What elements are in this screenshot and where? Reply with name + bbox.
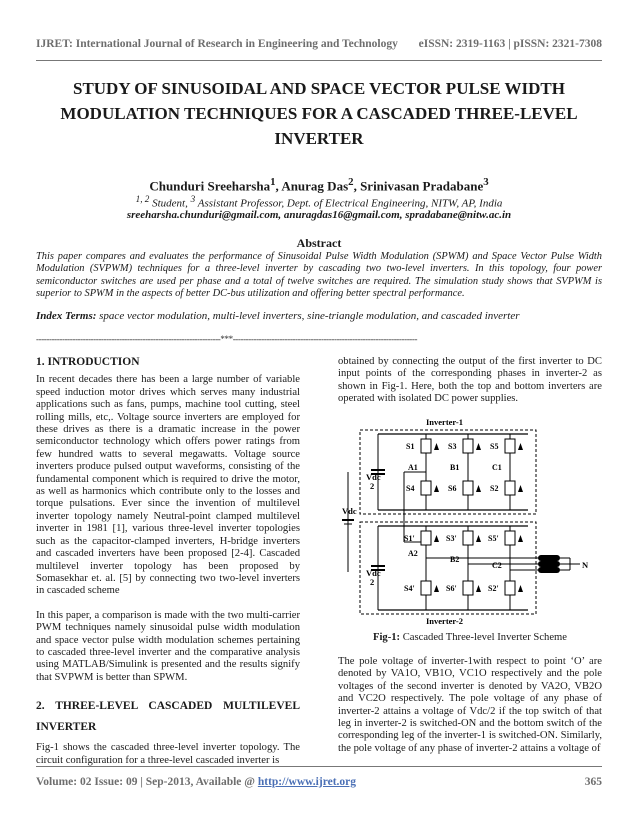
running-header — [36, 38, 602, 50]
igbt-switches — [421, 439, 523, 595]
node-label: B2 — [450, 555, 460, 564]
vdc-half-top-num: Vdc — [366, 472, 381, 482]
switch — [421, 531, 431, 545]
switch — [505, 481, 515, 495]
inverter-1-label: Inverter-1 — [426, 417, 463, 427]
journal-link[interactable]: http://www.ijret.org — [257, 776, 357, 788]
switch — [505, 531, 515, 545]
diode — [518, 585, 523, 592]
section-2-heading: 2. THREE-LEVEL CASCADED MULTILEVEL INVERTER — [36, 700, 300, 734]
switch — [421, 481, 431, 495]
left-column — [36, 356, 300, 767]
title-line-3: INVERTER — [274, 129, 364, 148]
footer-rule — [36, 766, 602, 767]
switch-label: S1 — [406, 442, 415, 451]
diode — [476, 443, 481, 450]
diode — [434, 535, 439, 542]
footer-info: Volume: 02 Issue: 09 | Sep-2013, Available @ http://www.ijret.org — [36, 776, 357, 788]
section-2-paragraph: Fig-1 shows the cascaded three-level inverter topology. The circuit configuration for a three-level cascaded inverter is — [36, 742, 300, 766]
load-inductors — [538, 555, 560, 573]
inverter-2-label: Inverter-2 — [426, 616, 463, 626]
node-label: C1 — [492, 463, 502, 472]
caption-label: Fig-1: — [373, 632, 401, 643]
affiliation: $^{1, 2}$ Student, $^3$ Assistant Professor, Dept. of Electrical Engineering, NITW, AP, India — [135, 194, 503, 210]
index-terms-text: space vector modulation, multi-level inverters, sine-triangle modulation, and cascaded inverter — [96, 310, 520, 322]
switch-label: S6 — [448, 484, 457, 493]
author-3: Srinivasan Pradabane — [360, 178, 484, 194]
title-line-2: MODULATION TECHNIQUES FOR A CASCADED THREE-LEVEL — [60, 104, 578, 123]
diode — [476, 585, 481, 592]
diode — [518, 443, 523, 450]
switch — [505, 581, 515, 595]
switch-label: S3' — [446, 534, 457, 543]
index-terms — [36, 310, 602, 322]
diode — [518, 485, 523, 492]
switch-label: S1' — [404, 534, 415, 543]
vdc-half-bottom-num: Vdc — [366, 568, 381, 578]
switch-label: S2' — [488, 584, 499, 593]
node-label: B1 — [450, 463, 460, 472]
neutral-label: N — [582, 560, 589, 570]
switch-label: S6' — [446, 584, 457, 593]
diode — [476, 485, 481, 492]
switch — [463, 531, 473, 545]
diode — [434, 585, 439, 592]
journal-name: IJRET: International Journal of Research in Engineering and Technology — [36, 38, 398, 50]
footer — [36, 776, 602, 788]
paper-title — [36, 76, 602, 151]
switch-label: S5 — [490, 442, 499, 451]
switch-label: S3 — [448, 442, 457, 451]
authors: Chunduri Sreeharsha$^1$, Anurag Das$^2$, Srinivasan Pradabane$^3$ — [149, 176, 489, 194]
switch-label: S4 — [406, 484, 415, 493]
diode — [434, 443, 439, 450]
diode — [518, 535, 523, 542]
switch — [463, 481, 473, 495]
switch — [463, 439, 473, 453]
intro-paragraph-1: In recent decades there has been a large number of variable speed induction motor drives which serves many industrial applications such as fans, pumps, machine tool cutting, steel rolling mills, etc,. Voltage source inverters are employed for these drives as there is a dramatic increase in the power semiconductor technology which offers power ratings from few hundred watts to several megawatts. Voltage source inverters produce pulsed output waveforms, consisting of the fundamental component which is required to drive the motor, as well as harmonics which contribute only to the losses and torque pulsations. Ever since the invention of multilevel inverter topology namely Neutral-point clamped multilevel inverter in 1981 [1], various three-level inverter topologies such as the capacitor-clamped inverters, H-bridge inverters and cascaded inverters have been proposed [2-4]. Cascaded multilevel inverter topology has been proposed by Somasekhar et. al. [5] by connecting two two-level inverters in cascaded scheme — [36, 374, 300, 597]
switch-label: S2 — [490, 484, 499, 493]
author-1: Chunduri Sreeharsha — [149, 178, 271, 194]
switch-label: S4' — [404, 584, 415, 593]
switch — [421, 439, 431, 453]
vdc-half-bottom-den: 2 — [370, 577, 375, 587]
node-label: C2 — [492, 561, 502, 570]
section-separator: -----------------------------------------------------------------------***----------------------------------------------------------------------- — [36, 334, 418, 344]
caption-text: Cascaded Three-level Inverter Scheme — [400, 632, 567, 643]
diode — [476, 535, 481, 542]
switch — [421, 581, 431, 595]
vdc-half-top-den: 2 — [370, 481, 375, 491]
intro-paragraph-2: In this paper, a comparison is made with the two multi-carrier PWM techniques namely sinusoidal pulse width modulation and space vector pulse width modulation schemes pertaining to cascaded three-level inverter and the comparative analysis using MATLAB/Simulink is presented and the results signify that SVPWM is better than SPWM. — [36, 609, 300, 683]
circuit-diagram — [338, 412, 602, 628]
title-line-1: STUDY OF SINUSOIDAL AND SPACE VECTOR PULSE WIDTH — [72, 79, 565, 98]
author-2: Anurag Das — [281, 178, 349, 194]
page-number: 365 — [584, 776, 602, 788]
switch — [463, 581, 473, 595]
vdc-label: Vdc — [342, 506, 357, 516]
right-paragraph-1: obtained by connecting the output of the first inverter to DC input points of the corresponding phases in inverter-2 as shown in Fig-1. Here, both the top and bottom inverters are operated with isolated DC power supplies. — [338, 356, 602, 405]
switch — [505, 439, 515, 453]
abstract-text: This paper compares and evaluates the performance of Sinusoidal Pulse Width Modulation (SPWM) and Space Vector Pulse Width Modulation (SVPWM) techniques for a three-level inverter by cascading two two-level inverters. In this topology, four power semiconductor switches are used per phase and a total of twelve switches are required. The simulation study shows that SVPWM is superior to SPWM in the aspects of better DC-bus utilization and offering better spectral performance. — [36, 251, 602, 300]
section-1-heading: 1. INTRODUCTION — [36, 356, 140, 368]
author-emails: sreeharsha.chunduri@gmail.com, anuragdas16@gmail.com, spradabane@nitw.ac.in — [126, 209, 512, 221]
node-label: A2 — [408, 549, 418, 558]
index-terms-label: Index Terms: — [36, 310, 97, 322]
node-label: A1 — [408, 463, 418, 472]
abstract-heading: Abstract — [296, 236, 342, 250]
diode — [434, 485, 439, 492]
author-3-sup: 3 — [483, 176, 489, 188]
issn: eISSN: 2319-1163 | pISSN: 2321-7308 — [418, 38, 602, 50]
right-column-bottom — [338, 656, 602, 755]
author-2-sup: 2 — [348, 176, 354, 188]
right-column-top — [338, 356, 602, 406]
right-paragraph-2: The pole voltage of inverter-1with respect to point ‘O’ are denoted by VA1O, VB1O, VC1O respectively and the pole voltages of the second inverter is denoted by VA2O, VB2O and VC2O respectively. The pole voltage of any phase of inverter-2 attains a voltage of Vdc/2 if the top switch of that leg in inverter-2 is switched-ON and the bottom switch of the corresponding leg of the inverter-1 is switched-ON. Similarly, the pole voltage of any phase of inverter-2 attains a voltage of — [338, 656, 602, 754]
author-1-sup: 1 — [270, 176, 276, 188]
figure-caption — [338, 632, 602, 643]
switch-label: S5' — [488, 534, 499, 543]
header-rule — [36, 60, 602, 61]
